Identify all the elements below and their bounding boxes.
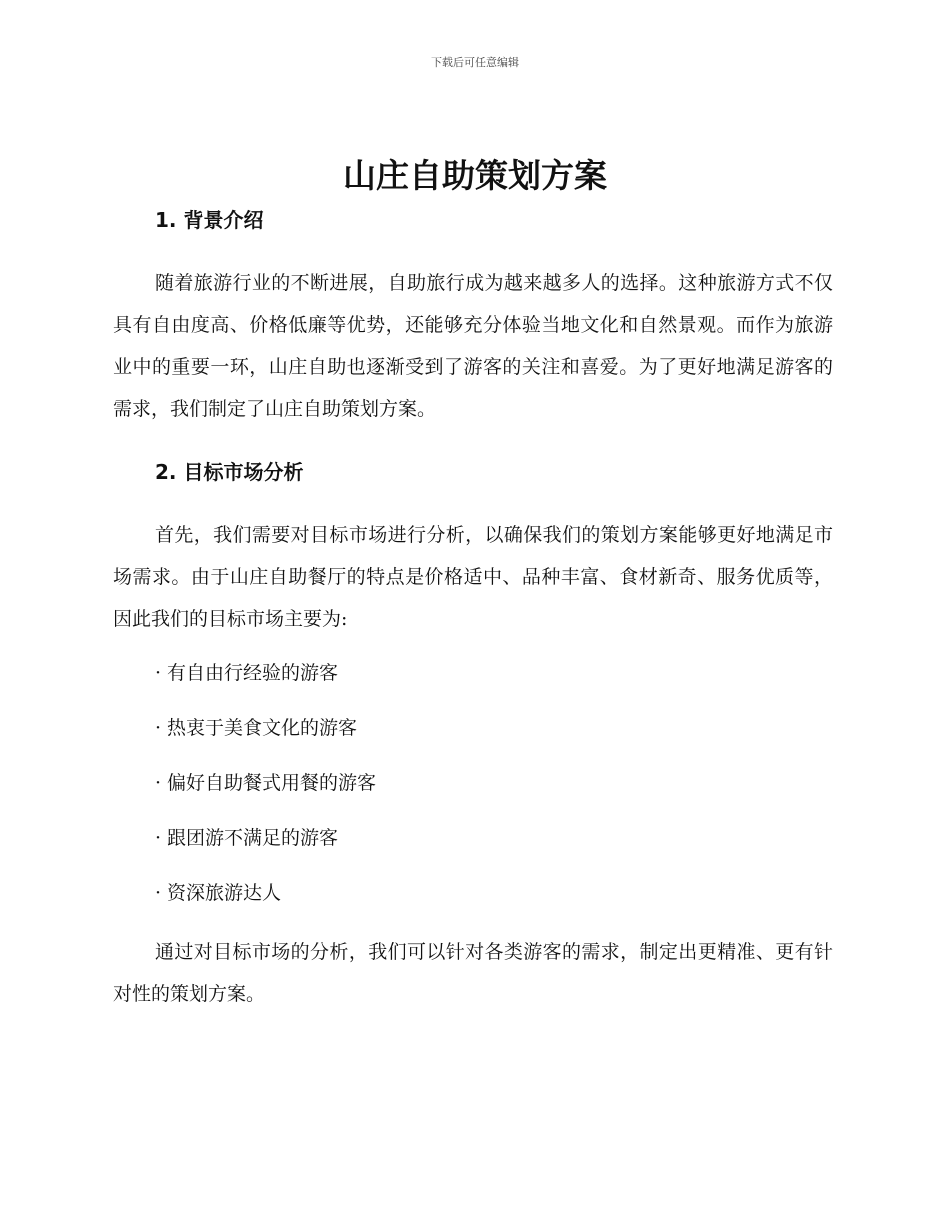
bullet-icon: ·	[155, 882, 162, 904]
bullet-icon: ·	[155, 827, 162, 849]
bullet-icon: ·	[155, 772, 162, 794]
header-note: 下载后可任意编辑	[431, 56, 519, 69]
list-item: · 有自由行经验的游客	[113, 646, 833, 701]
closing-paragraph: 通过对目标市场的分析，我们可以针对各类游客的需求，制定出更精准、更有针对性的策划方案。	[113, 941, 833, 1005]
target-market-list	[113, 646, 833, 921]
section-heading-market-analysis: 2. 目标市场分析	[155, 460, 304, 484]
bullet-icon: ·	[155, 662, 162, 684]
list-item: · 偏好自助餐式用餐的游客	[113, 756, 833, 811]
bullet-icon: ·	[155, 717, 162, 739]
market-analysis-paragraph: 首先，我们需要对目标市场进行分析，以确保我们的策划方案能够更好地满足市场需求。由于山庄自助餐厅的特点是价格适中、品种丰富、食材新奇、服务优质等，因此我们的目标市场主要为:	[113, 524, 833, 630]
document-body	[113, 200, 833, 1015]
list-item: · 热衷于美食文化的游客	[113, 701, 833, 756]
background-paragraph: 随着旅游行业的不断进展，自助旅行成为越来越多人的选择。这种旅游方式不仅具有自由度高、价格低廉等优势，还能够充分体验当地文化和自然景观。而作为旅游业中的重要一环，山庄自助也逐渐受到了游客的关注和喜爱。为了更好地满足游客的需求，我们制定了山庄自助策划方案。	[113, 272, 833, 420]
list-item: · 资深旅游达人	[113, 866, 833, 921]
section-heading-background: 1. 背景介绍	[155, 208, 264, 232]
document-title: 山庄自助策划方案	[343, 156, 607, 195]
list-item: · 跟团游不满足的游客	[113, 811, 833, 866]
